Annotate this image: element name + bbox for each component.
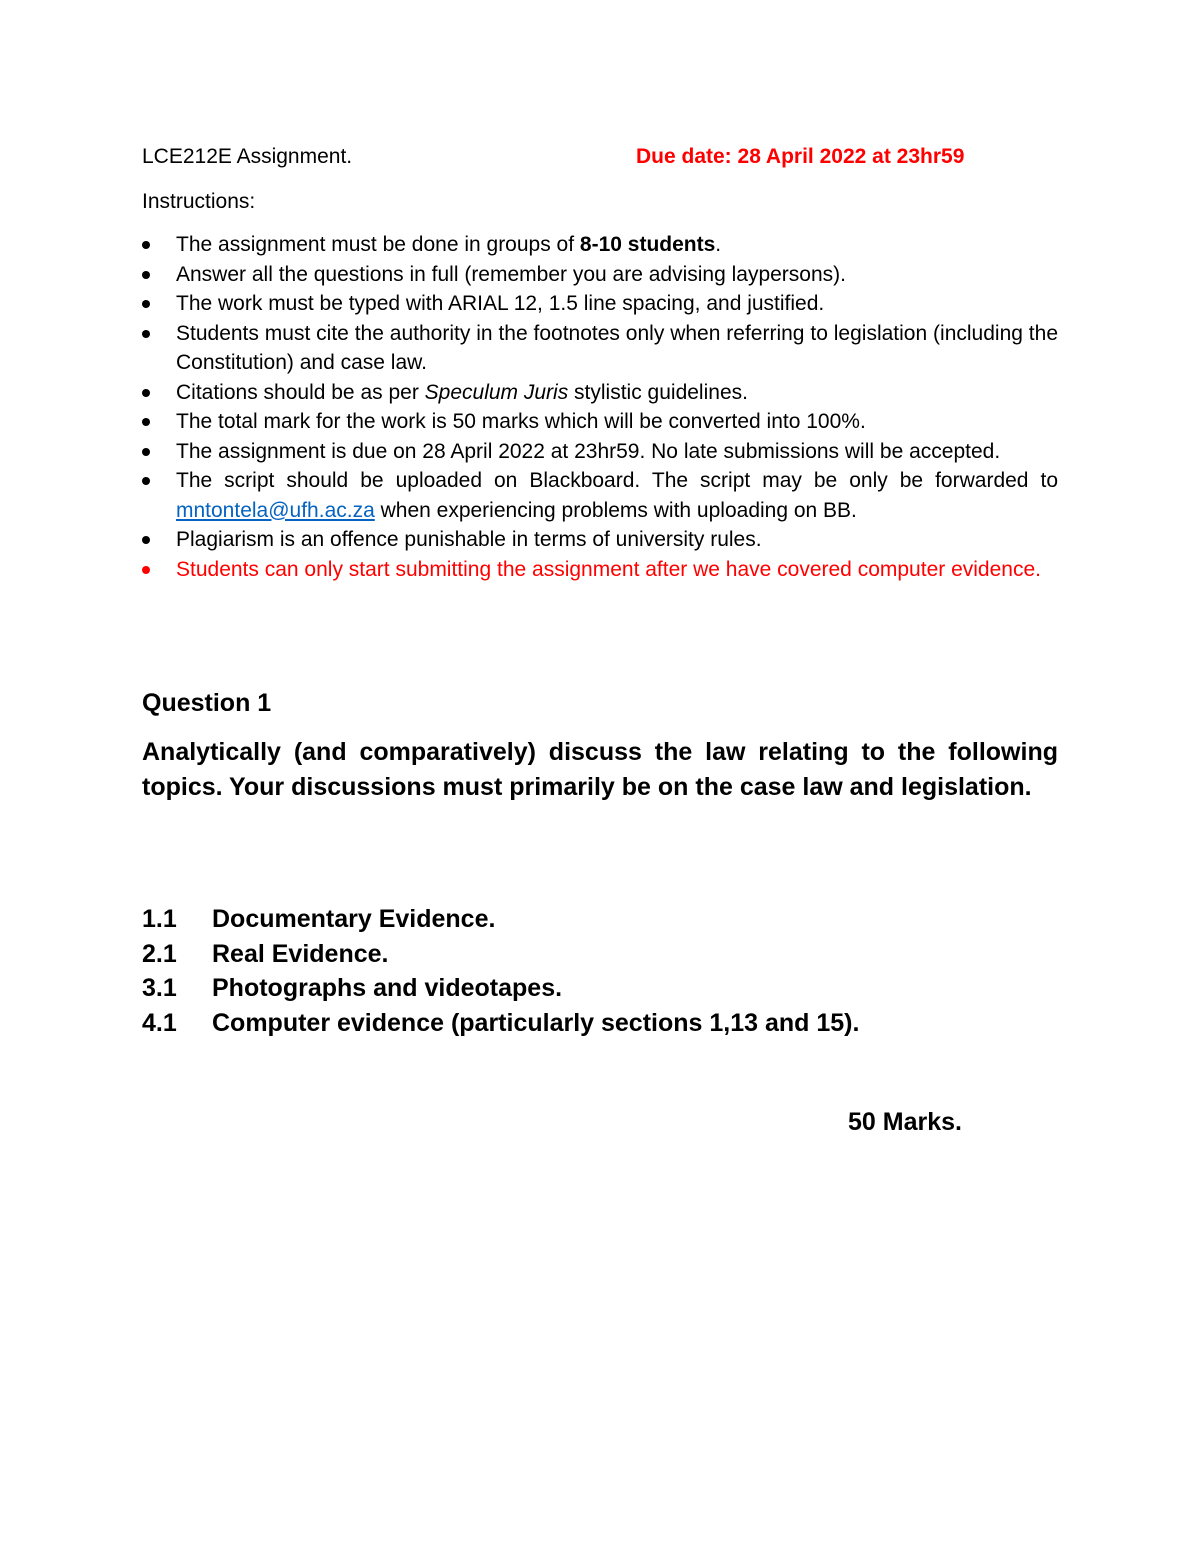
total-marks: 50 Marks. — [848, 1108, 962, 1136]
instruction-text: The assignment must be done in groups of — [176, 233, 580, 256]
topic-number: 4.1 — [142, 1008, 177, 1037]
instruction-text: . — [715, 233, 722, 256]
topic-item — [142, 902, 859, 937]
instruction-text: The script should be uploaded on Blackboard. The script may be only be forwarded to — [176, 469, 1058, 492]
bullet-icon — [142, 566, 150, 574]
question-title: Question 1 — [142, 689, 272, 717]
course-title: LCE212E Assignment. — [142, 145, 353, 168]
topic-list — [142, 902, 859, 1040]
instruction-text: The total mark for the work is 50 marks which will be converted into 100%. — [176, 410, 866, 433]
instruction-text: Plagiarism is an offence punishable in terms of university rules. — [176, 528, 762, 551]
instruction-item — [142, 437, 1058, 467]
instruction-text: The assignment is due on 28 April 2022 at 23hr59. No late submissions will be accepted. — [176, 439, 1001, 463]
bullet-icon — [142, 241, 150, 249]
header-line — [142, 141, 1062, 173]
bullet-icon — [142, 477, 150, 485]
instruction-text: Students must cite the authority in the footnotes only when referring to legislation (including the Constitution) and case law. — [176, 321, 1058, 374]
instruction-item-warning — [142, 555, 1058, 585]
instruction-item — [142, 525, 1058, 555]
instruction-text: Answer all the questions in full (remember you are advising laypersons). — [176, 262, 846, 286]
instruction-item — [142, 319, 1058, 378]
topic-item — [142, 937, 859, 972]
topic-number: 1.1 — [142, 905, 177, 933]
topic-label: Photographs and videotapes. — [212, 974, 563, 1002]
bullet-icon — [142, 418, 150, 426]
instruction-warning-text: Students can only start submitting the assignment after we have covered computer evidence. — [176, 557, 1041, 581]
instruction-item — [142, 230, 1058, 260]
topic-item — [142, 971, 859, 1006]
instruction-item — [142, 260, 1058, 290]
instructions-list — [142, 230, 1058, 584]
instruction-item — [142, 407, 1058, 437]
instruction-item — [142, 289, 1058, 319]
bullet-icon — [142, 330, 150, 338]
topic-item — [142, 1006, 859, 1041]
due-date: Due date: 28 April 2022 at 23hr59 — [636, 145, 965, 168]
instruction-item — [142, 378, 1058, 408]
instruction-text: when experiencing problems with uploading on BB. — [374, 498, 857, 522]
bullet-icon — [142, 536, 150, 544]
bullet-icon — [142, 389, 150, 397]
instruction-italic-text: Speculum Juris — [424, 380, 569, 404]
question-text: Analytically (and comparatively) discuss the law relating to the following topics. Your discussions must primarily be on the case law and legislation. — [142, 738, 1058, 801]
instruction-bold-text: 8-10 students — [579, 233, 716, 256]
topic-number: 3.1 — [142, 974, 177, 1002]
instruction-text: Citations should be as per — [176, 380, 425, 404]
bullet-icon — [142, 448, 150, 456]
instruction-text: stylistic guidelines. — [568, 380, 748, 404]
bullet-icon — [142, 271, 150, 279]
instructions-heading: Instructions: — [142, 190, 256, 213]
topic-label: Real Evidence. — [212, 939, 389, 968]
email-link[interactable]: mntontela@ufh.ac.za — [176, 498, 375, 522]
topic-number: 2.1 — [142, 939, 177, 968]
bullet-icon — [142, 300, 150, 308]
topic-label: Documentary Evidence. — [212, 905, 496, 933]
topic-label: Computer evidence (particularly sections 1,13 and 15). — [212, 1008, 860, 1037]
instruction-text: The work must be typed with ARIAL 12, 1.5 line spacing, and justified. — [176, 292, 825, 315]
instruction-item — [142, 466, 1058, 525]
